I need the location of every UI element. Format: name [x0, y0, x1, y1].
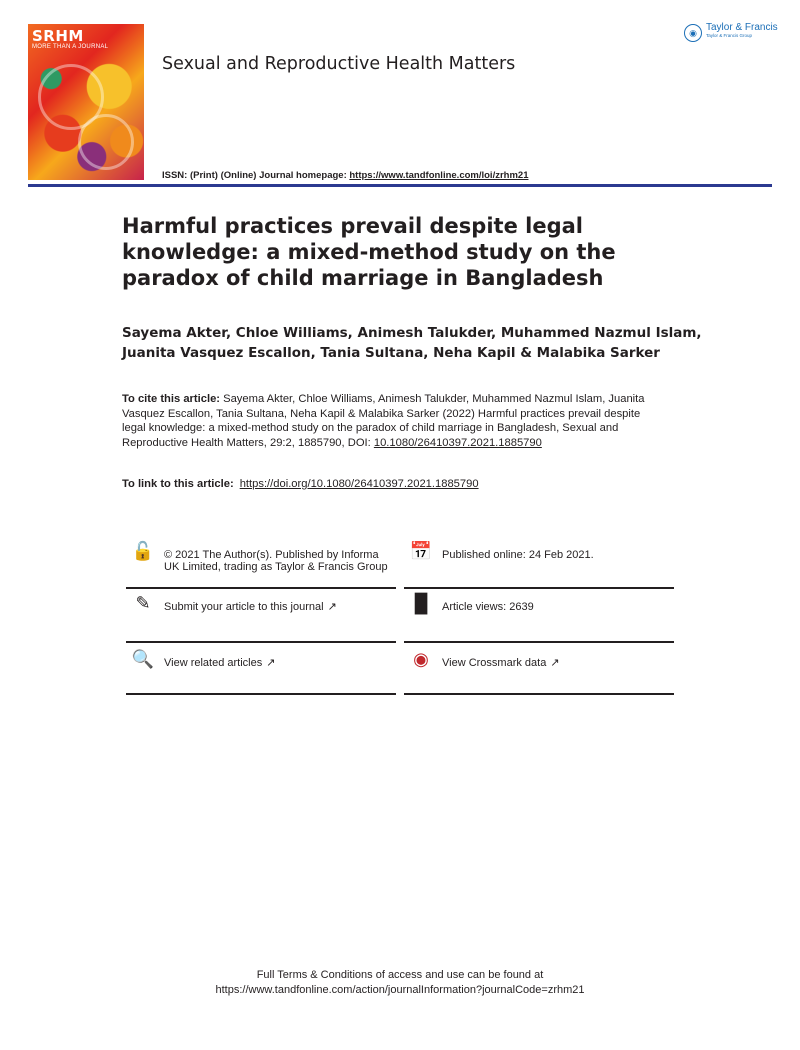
issn-line	[162, 170, 528, 181]
publisher-tagline: Taylor & Francis Group	[706, 33, 753, 38]
article-doi-link[interactable]: https://doi.org/10.1080/26410397.2021.1885790	[239, 478, 479, 490]
related-articles-link[interactable]: View related articles ↗	[164, 657, 276, 669]
link-label: To link to this article:	[122, 478, 234, 490]
header-divider	[28, 184, 772, 187]
publisher-logo	[684, 22, 778, 42]
cite-label: To cite this article:	[122, 393, 221, 405]
journal-title: Sexual and Reproductive Health Matters	[162, 54, 516, 74]
publisher-name: Taylor & Francis	[706, 22, 778, 33]
divider	[404, 693, 674, 695]
divider	[404, 641, 674, 643]
views-text: Article views: 2639	[442, 601, 534, 613]
cover-subtitle: MORE THAN A JOURNAL	[32, 44, 109, 50]
issn-label: ISSN: (Print) (Online) Journal homepage:	[162, 170, 350, 181]
external-link-icon: ↗	[327, 601, 337, 613]
open-access-icon: 🔓	[131, 541, 155, 561]
article-authors: Sayema Akter, Chloe Williams, Animesh Talukder, Muhammed Nazmul Islam, Juanita Vasquez Escallon, Tania Sultana, Neha Kapil & Malabika Sarker	[122, 325, 702, 361]
published-text: Published online: 24 Feb 2021.	[442, 549, 594, 561]
license-text: © 2021 The Author(s). Published by Informa UK Limited, trading as Taylor & Francis Group	[164, 549, 388, 573]
footer-terms-link[interactable]: https://www.tandfonline.com/action/journalInformation?journalCode=zrhm21	[215, 984, 585, 996]
crossmark-link[interactable]: View Crossmark data ↗	[442, 657, 560, 669]
divider	[126, 587, 396, 589]
journal-homepage-link[interactable]: https://www.tandfonline.com/loi/zrhm21	[349, 170, 529, 181]
article-link-line	[122, 478, 479, 490]
article-title: Harmful practices prevail despite legal knowledge: a mixed-method study on the paradox of child marriage in Bangladesh	[122, 214, 616, 290]
footer-line-1: Full Terms & Conditions of access and use can be found at	[256, 969, 544, 981]
calendar-icon: 📅	[409, 541, 433, 561]
divider	[126, 693, 396, 695]
publisher-icon: ◉	[684, 24, 702, 42]
divider	[404, 587, 674, 589]
submit-link[interactable]: Submit your article to this journal ↗	[164, 601, 337, 613]
cite-text: Sayema Akter, Chloe Williams, Animesh Talukder, Muhammed Nazmul Islam, Juanita Vasquez Escallon, Tania Sultana, Neha Kapil & Malabika Sarker (2022) Harmful practices prevail despite legal knowledge: a mixed-method study on the paradox of child marriage in Bangladesh, Sexual and Reproductive Health Matters, 29:2, 1885790, DOI:	[122, 393, 645, 449]
edit-icon: ✎	[135, 593, 151, 613]
search-document-icon: 🔍	[131, 649, 155, 669]
divider	[126, 641, 396, 643]
crossmark-icon: ◉	[413, 649, 429, 669]
journal-cover-image	[28, 24, 144, 180]
external-link-icon: ↗	[266, 657, 276, 669]
footer	[0, 968, 800, 998]
citation-block	[122, 392, 662, 450]
external-link-icon: ↗	[550, 657, 560, 669]
cover-brand: SRHM	[32, 27, 84, 45]
bar-chart-icon: ▐▌	[408, 593, 434, 613]
cite-doi-link[interactable]: 10.1080/26410397.2021.1885790	[373, 436, 542, 449]
